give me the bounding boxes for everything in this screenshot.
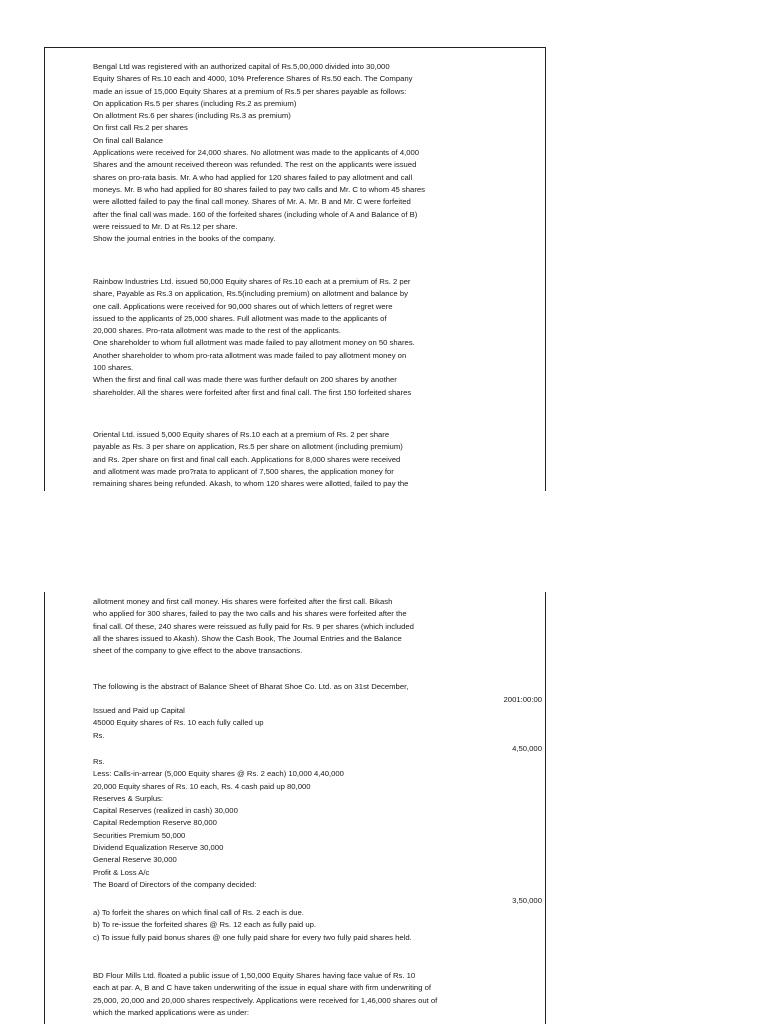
text-line: were reissued to Mr. D at Rs.12 per share. bbox=[93, 221, 238, 231]
text-line: Applications were received for 24,000 shares. No allotment was made to the applicants of 4,000 bbox=[93, 148, 420, 158]
text-line: 20,000 Equity shares of Rs. 10 each, Rs. 4 cash paid up 80,000 bbox=[93, 781, 311, 791]
balance-sheet-amount-1: 4,50,000 bbox=[512, 744, 542, 753]
text-line: Capital Redemption Reserve 80,000 bbox=[93, 818, 217, 828]
text-line: 100 shares. bbox=[93, 363, 134, 373]
balance-sheet-capital-heading bbox=[93, 705, 533, 742]
text-line: The Board of Directors of the company decided: bbox=[93, 879, 257, 889]
text-line: Rs. bbox=[93, 730, 105, 740]
text-line: final call. Of these, 240 shares were reissued as fully paid for Rs. 9 per shares (which included bbox=[93, 621, 414, 631]
question-oriental-ltd bbox=[93, 429, 533, 490]
text-line: 20,000 shares. Pro-rata allotment was made to the rest of the applicants. bbox=[93, 326, 341, 336]
text-line: Less: Calls-in-arrear (5,000 Equity shares @ Rs. 2 each) 10,000 4,40,000 bbox=[93, 769, 344, 779]
text-line: One shareholder to whom full allotment was made failed to pay allotment money on 50 shares. bbox=[93, 338, 415, 348]
text-line: after the final call was made. 160 of the forfeited shares (including whole of A and Balance of B) bbox=[93, 209, 418, 219]
question-bengal-ltd bbox=[93, 61, 533, 245]
text-line: On allotment Rs.6 per shares (including Rs.3 as premium) bbox=[93, 111, 291, 121]
text-line: made an issue of 15,000 Equity Shares at a premium of Rs.5 per shares payable as follows: bbox=[93, 86, 407, 96]
text-line: On application Rs.5 per shares (including Rs.2 as premium) bbox=[93, 98, 297, 108]
text-line: On first call Rs.2 per shares bbox=[93, 123, 188, 133]
text-line: Issued and Paid up Capital bbox=[93, 706, 185, 715]
text-line: Reserves & Surplus: bbox=[93, 793, 164, 803]
question-oriental-ltd-continued bbox=[93, 596, 533, 657]
text-line: a) To forfeit the shares on which final call of Rs. 2 each is due. bbox=[93, 908, 304, 917]
text-line: On final call Balance bbox=[93, 135, 164, 145]
text-line: each at par. A, B and C have taken underwriting of the issue in equal share with firm underwriting of bbox=[93, 983, 432, 993]
text-line: Equity Shares of Rs.10 each and 4000, 10% Preference Shares of Rs.50 each. The Company bbox=[93, 74, 413, 84]
text-line: Rainbow Industries Ltd. issued 50,000 Equity shares of Rs.10 each at a premium of Rs. 2 per bbox=[93, 277, 411, 286]
text-line: Another shareholder to whom pro-rata allotment was made failed to pay allotment money on bbox=[93, 350, 407, 360]
text-line: allotment money and first call money. His shares were forfeited after the first call. Bikash bbox=[93, 597, 393, 606]
text-line: BD Flour Mills Ltd. floated a public issue of 1,50,000 Equity Shares having face value of Rs. 10 bbox=[93, 971, 416, 980]
text-line: which the marked applications were as under: bbox=[93, 1007, 249, 1017]
text-line: were allotted failed to pay the final call money. Shares of Mr. A. Mr. B and Mr. C were forfeited bbox=[93, 197, 411, 207]
text-line: who applied for 300 shares, failed to pay the two calls and his shares were forfeited after the bbox=[93, 609, 407, 619]
text-line: c) To issue fully paid bonus shares @ one fully paid share for every two fully paid shares held. bbox=[93, 932, 412, 942]
board-decisions bbox=[93, 907, 533, 944]
question-rainbow-industries bbox=[93, 276, 533, 399]
text-line: all the shares issued to Akash). Show the Cash Book, The Journal Entries and the Balance bbox=[93, 633, 402, 643]
text-line: 45000 Equity shares of Rs. 10 each fully called up bbox=[93, 718, 264, 728]
text-line: shares on pro-rata basis. Mr. A who had applied for 120 shares failed to pay allotment and call bbox=[93, 172, 413, 182]
text-line: Dividend Equalization Reserve 30,000 bbox=[93, 843, 224, 853]
text-line: General Reserve 30,000 bbox=[93, 855, 177, 865]
text-line: Oriental Ltd. issued 5,000 Equity shares of Rs.10 each at a premium of Rs. 2 per share bbox=[93, 430, 390, 439]
text-line: Rs. bbox=[93, 757, 105, 766]
text-line: 25,000, 20,000 and 20,000 shares respectively. Applications were received for 1,46,000 shares out of bbox=[93, 995, 438, 1005]
text-line: Shares and the amount received thereon was refunded. The rest on the applicants were issued bbox=[93, 160, 417, 170]
question-bd-flour-mills bbox=[93, 970, 533, 1019]
text-line: one call. Applications were received for 90,000 shares out of which letters of regret were bbox=[93, 301, 393, 311]
text-line: payable as Rs. 3 per share on application, Rs.5 per share on allotment (including premium) bbox=[93, 442, 403, 452]
text-line: remaining shares being refunded. Akash, to whom 120 shares were allotted, failed to pay the bbox=[93, 479, 409, 489]
text-line: and allotment was made pro?rata to applicant of 7,500 shares, the application money for bbox=[93, 466, 394, 476]
text-line: b) To re-issue the forfeited shares @ Rs. 12 each as fully paid up. bbox=[93, 920, 317, 930]
text-line: Profit & Loss A/c bbox=[93, 867, 150, 877]
text-line: share, Payable as Rs.3 on application, Rs.5(including premium) on allotment and balance by bbox=[93, 289, 408, 299]
text-line: Securities Premium 50,000 bbox=[93, 830, 186, 840]
balance-sheet-amount-2: 3,50,000 bbox=[512, 896, 542, 905]
text-line: issued to the applicants of 25,000 shares. Full allotment was made to the applicants of bbox=[93, 313, 387, 323]
text-line: Show the journal entries in the books of the company. bbox=[93, 234, 276, 244]
text-line: Bengal Ltd was registered with an authorized capital of Rs.5,00,000 divided into 30,000 bbox=[93, 62, 390, 71]
text-line: When the first and final call was made there was further default on 200 shares by another bbox=[93, 375, 397, 385]
text-line: and Rs. 2per share on first and final call each. Applications for 8,000 shares were received bbox=[93, 454, 401, 464]
text-line: Capital Reserves (realized in cash) 30,000 bbox=[93, 806, 238, 816]
text-line: sheet of the company to give effect to the above transactions. bbox=[93, 646, 303, 656]
question-bharat-shoe-intro bbox=[93, 681, 533, 693]
text-line: shareholder. All the shares were forfeited after first and final call. The first 150 forfeited shares bbox=[93, 387, 412, 397]
balance-sheet-items bbox=[93, 756, 533, 891]
balance-sheet-date: 2001:00:00 bbox=[503, 695, 542, 704]
text-line: moneys. Mr. B who had applied for 80 shares failed to pay two calls and Mr. C to whom 45 shares bbox=[93, 184, 426, 194]
balance-sheet-intro: The following is the abstract of Balance Sheet of Bharat Shoe Co. Ltd. as on 31st December, bbox=[93, 682, 409, 691]
